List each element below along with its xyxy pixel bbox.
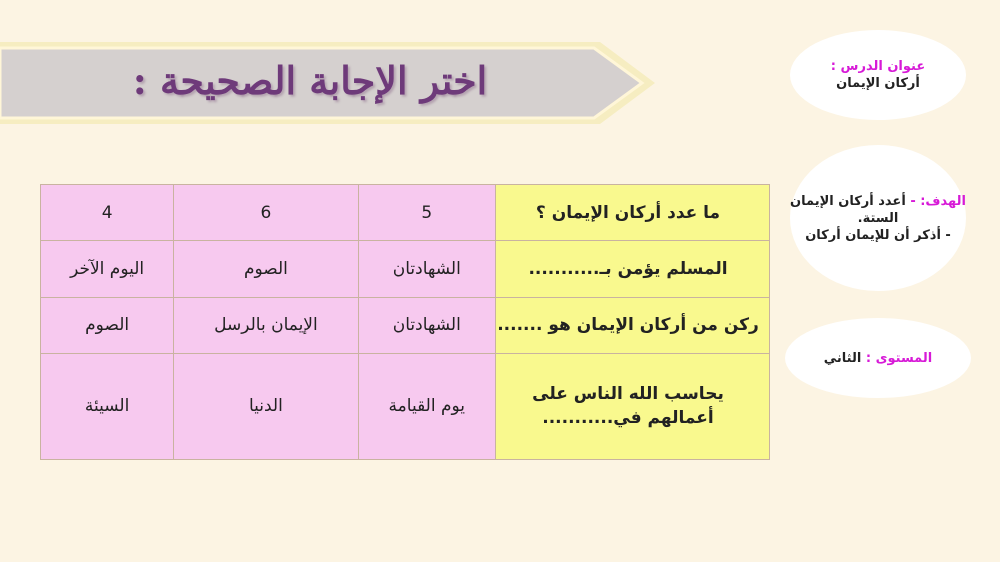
goal-oval [790, 145, 966, 291]
question-cell: يحاسب الله الناس على أعمالهم في........... [496, 353, 770, 459]
goal-line-2: - أذكر أن للإيمان أركان [805, 227, 951, 243]
answer-option[interactable]: الصوم [174, 241, 358, 297]
page-title: اختر الإجابة الصحيحة : [132, 58, 488, 103]
goal-line-1: أعدد أركان الإيمان الستة. [790, 193, 906, 226]
quiz-table [40, 184, 770, 460]
answer-option[interactable]: الإيمان بالرسل [174, 297, 358, 353]
table-row [41, 297, 770, 353]
level-oval [785, 318, 971, 398]
answer-option[interactable]: الدنيا [174, 353, 358, 459]
question-cell: ما عدد أركان الإيمان ؟ [496, 185, 770, 241]
answer-option[interactable]: الشهادتان [358, 241, 495, 297]
level-value: الثاني [823, 350, 862, 366]
table-row [41, 353, 770, 459]
question-cell: المسلم يؤمن بـ........... [496, 241, 770, 297]
answer-option[interactable]: الشهادتان [358, 297, 495, 353]
answer-option[interactable]: الصوم [41, 297, 174, 353]
answer-option[interactable]: يوم القيامة [358, 353, 495, 459]
lesson-label: عنوان الدرس : [830, 59, 926, 74]
answer-option[interactable]: 4 [41, 185, 174, 241]
table-row [41, 185, 770, 241]
answer-option[interactable]: السيئة [41, 353, 174, 459]
answer-option[interactable]: اليوم الآخر [41, 241, 174, 297]
goal-label: الهدف: - [910, 193, 966, 209]
lesson-title-oval [790, 30, 966, 120]
lesson-value: أركان الإيمان [836, 76, 920, 91]
question-cell: ركن من أركان الإيمان هو ....... [496, 297, 770, 353]
answer-option[interactable]: 6 [174, 185, 358, 241]
level-label: المستوى : [865, 350, 933, 366]
answer-option[interactable]: 5 [358, 185, 495, 241]
table-row [41, 241, 770, 297]
